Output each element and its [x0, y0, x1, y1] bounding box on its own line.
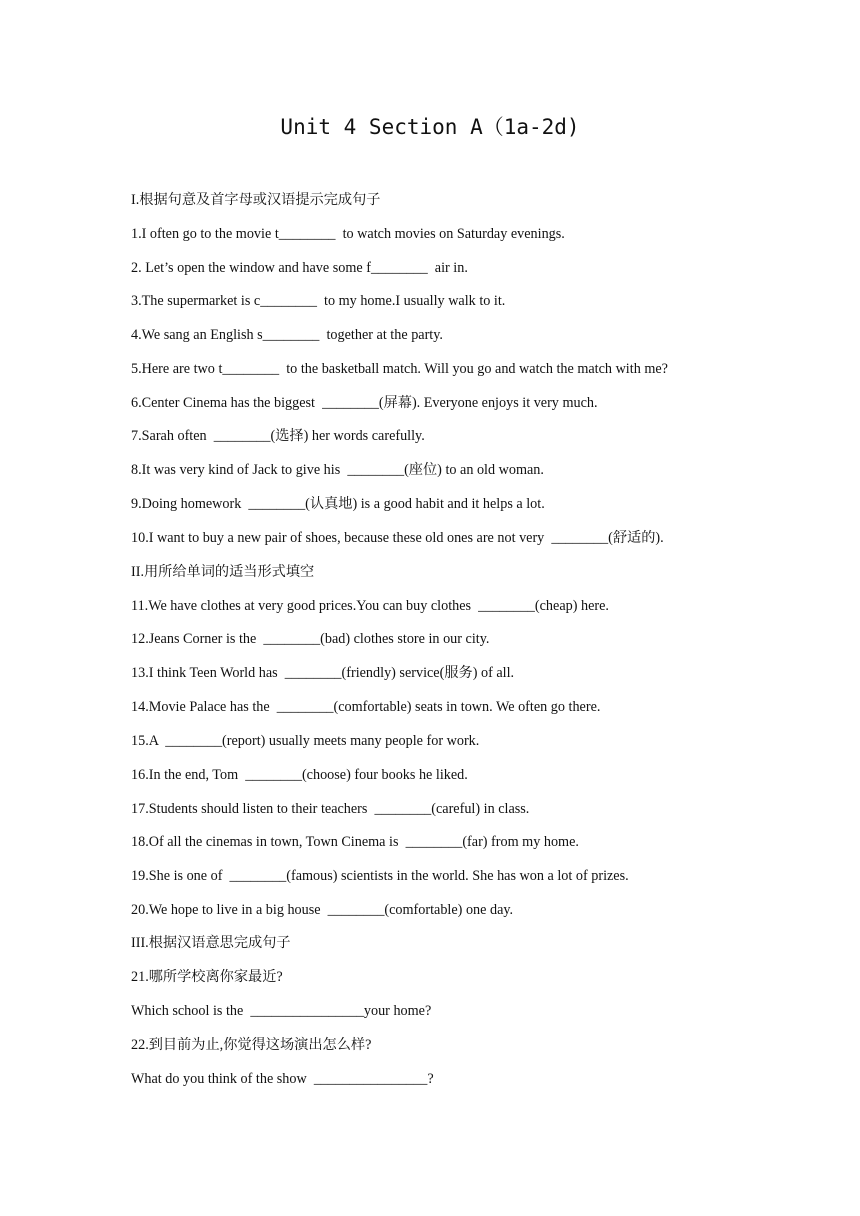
question-1: 1.I often go to the movie t________ to watch movies on Saturday evenings.	[131, 226, 565, 242]
question-7: 7.Sarah often ________(选择) her words carefully.	[131, 428, 425, 444]
document-title: Unit 4 Section A（1a-2d)	[280, 115, 580, 139]
section-heading-3: III.根据汉语意思完成句子	[131, 935, 291, 951]
question-21-english: Which school is the ________________your home?	[131, 1003, 432, 1019]
question-21-chinese: 21.哪所学校离你家最近?	[131, 969, 283, 985]
question-15: 15.A ________(report) usually meets many people for work.	[131, 733, 480, 749]
question-14: 14.Movie Palace has the ________(comfortable) seats in town. We often go there.	[131, 699, 601, 715]
question-13: 13.I think Teen World has ________(friendly) service(服务) of all.	[131, 665, 515, 681]
question-4: 4.We sang an English s________ together at the party.	[131, 327, 443, 343]
section-heading-1: I.根据句意及首字母或汉语提示完成句子	[131, 192, 381, 208]
question-16: 16.In the end, Tom ________(choose) four books he liked.	[131, 767, 468, 783]
question-12: 12.Jeans Corner is the ________(bad) clothes store in our city.	[131, 631, 490, 647]
question-9: 9.Doing homework ________(认真地) is a good habit and it helps a lot.	[131, 496, 545, 512]
question-22-chinese: 22.到目前为止,你觉得这场演出怎么样?	[131, 1037, 372, 1053]
question-11: 11.We have clothes at very good prices.You can buy clothes ________(cheap) here.	[131, 598, 609, 614]
question-8: 8.It was very kind of Jack to give his ________(座位) to an old woman.	[131, 462, 544, 478]
question-17: 17.Students should listen to their teachers ________(careful) in class.	[131, 801, 530, 817]
question-10: 10.I want to buy a new pair of shoes, because these old ones are not very ________(舒适的).	[131, 530, 664, 546]
question-20: 20.We hope to live in a big house ________(comfortable) one day.	[131, 902, 514, 918]
question-3: 3.The supermarket is c________ to my home.I usually walk to it.	[131, 293, 506, 309]
question-6: 6.Center Cinema has the biggest ________(屏幕). Everyone enjoys it very much.	[131, 395, 598, 411]
section-heading-2: II.用所给单词的适当形式填空	[131, 564, 315, 580]
question-5: 5.Here are two t________ to the basketball match. Will you go and watch the match with me?	[131, 361, 668, 377]
question-2: 2. Let’s open the window and have some f________ air in.	[131, 260, 468, 276]
question-19: 19.She is one of ________(famous) scientists in the world. She has won a lot of prizes.	[131, 868, 629, 884]
question-18: 18.Of all the cinemas in town, Town Cinema is ________(far) from my home.	[131, 834, 579, 850]
question-22-english: What do you think of the show ________________?	[131, 1071, 434, 1087]
